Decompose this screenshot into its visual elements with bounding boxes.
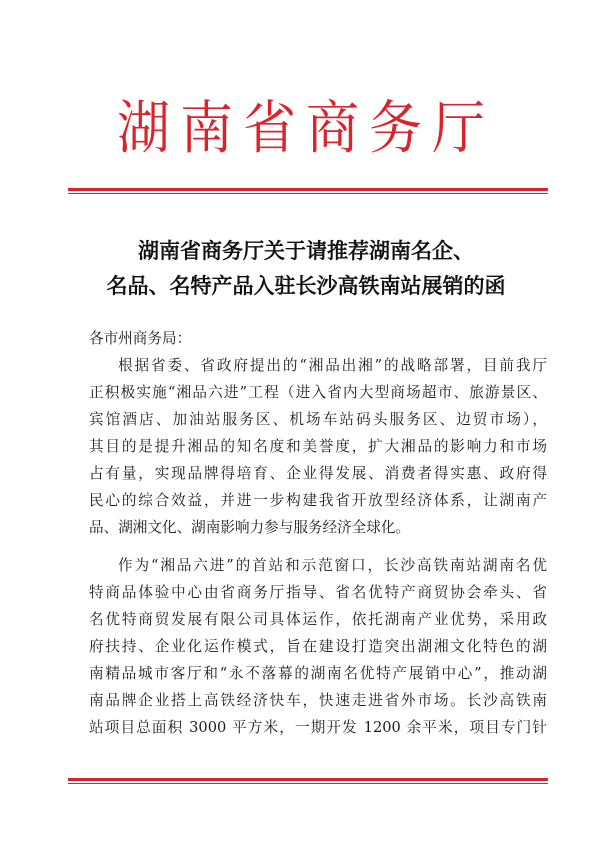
document-title-line-2: 名品、名特产品入驻长沙高铁南站展销的函	[106, 273, 506, 298]
body-line: 民心的综合效益，并进一步构建我省开放型经济体系，让湖南产	[89, 492, 547, 509]
body-line: 宾馆酒店、加油站服务区、机场车站码头服务区、边贸市场），	[89, 411, 547, 428]
footer-rule-top	[68, 778, 548, 781]
body-line: 其目的是提升湘品的知名度和美誉度，扩大湘品的影响力和市场	[89, 438, 547, 455]
letterhead-rule-bottom	[68, 193, 548, 194]
body-line: 占有量，实现品牌得培育、企业得发展、消费者得实惠、政府得	[89, 465, 547, 482]
body-line: 根据省委、省政府提出的“湘品出湘”的战略部署，目前我厅	[118, 357, 547, 374]
body-line: 特商品体验中心由省商务厅指导、省名优特产商贸协会牵头、省	[89, 584, 547, 601]
body-line: 名优特商贸发展有限公司具体运作，依托湖南产业优势，采用政	[89, 611, 547, 628]
body-line: 品、湖湘文化、湖南影响力参与服务经济全球化。	[89, 519, 411, 536]
document-title-line-1: 湖南省商务厅关于请推荐湖南名企、	[138, 238, 474, 263]
body-line: 站项目总面积 3000 平方米，一期开发 1200 余平米，项目专门针	[89, 719, 547, 736]
body-line: 南品牌企业搭上高铁经济快车，快速走进省外市场。长沙高铁南	[89, 692, 547, 709]
letterhead-org-name: 湖南省商务厅	[117, 95, 495, 162]
footer-rule-bottom	[68, 783, 548, 784]
body-line: 南精品城市客厅和“永不落幕的湖南名优特产展销中心”，推动湖	[89, 665, 547, 682]
body-line: 正积极实施“湘品六进”工程（进入省内大型商场超市、旅游景区、	[89, 384, 547, 401]
salutation: 各市州商务局：	[89, 330, 192, 347]
body-line: 府扶持、企业化运作模式，旨在建设打造突出湖湘文化特色的湖	[89, 638, 547, 655]
letterhead-rule-top	[68, 188, 548, 191]
body-line: 作为“湘品六进”的首站和示范窗口，长沙高铁南站湖南名优	[118, 557, 547, 574]
